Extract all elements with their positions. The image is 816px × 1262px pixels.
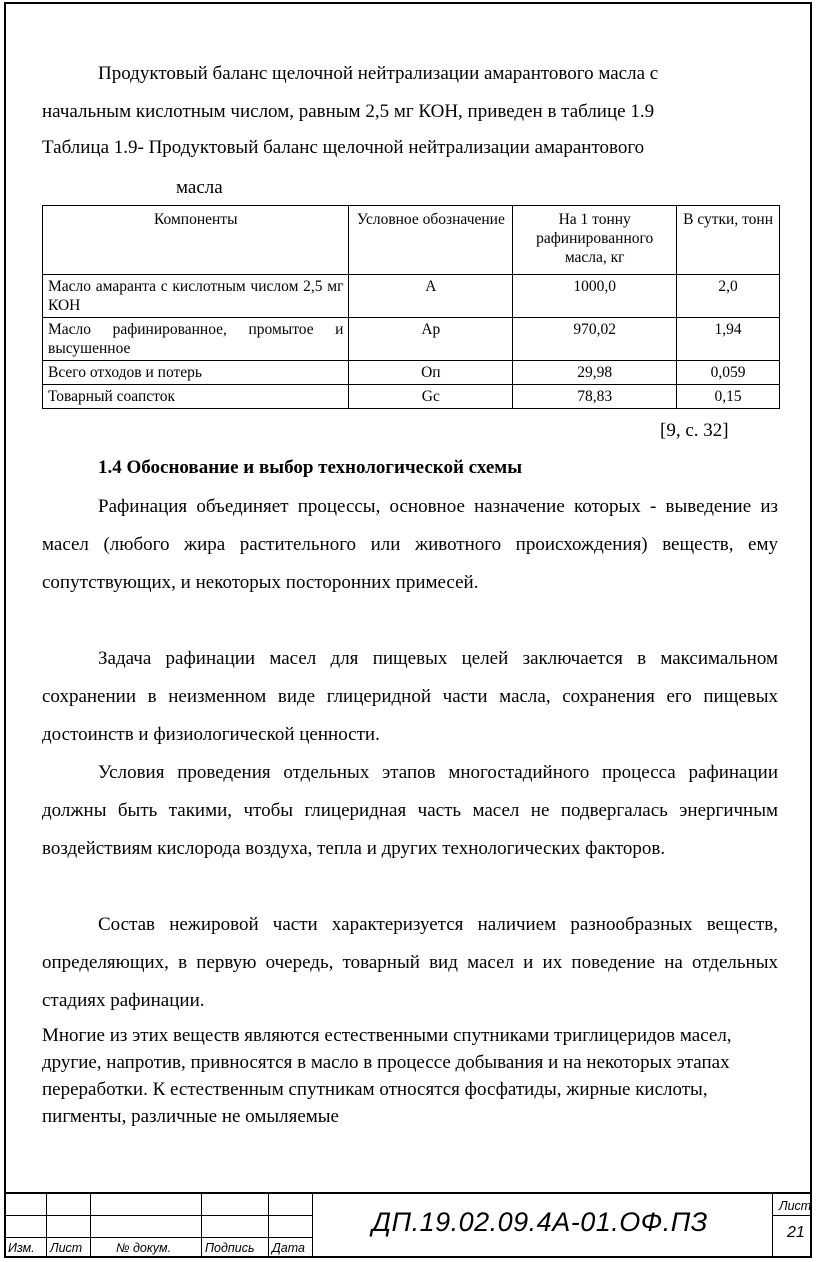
cell-per-ton: 970,02	[513, 318, 677, 361]
cell-component: Товарный соапсток	[43, 385, 349, 409]
table-caption-line-2: масла	[176, 177, 223, 198]
body-paragraph: Условия проведения отдельных этапов многостадийного процесса рафинации должны быть такими, чтобы глицеридная часть масел не подвергалась энергичным воздействиям кислорода воздуха, тепла и других технологических факторов.	[42, 762, 778, 859]
product-balance-table	[42, 205, 780, 409]
stamp-label-date: Дата	[272, 1241, 305, 1255]
stamp-divider	[312, 1194, 313, 1258]
section-heading: 1.4 Обоснование и выбор технологической схемы	[98, 457, 523, 478]
cell-per-ton: 29,98	[513, 361, 677, 385]
stamp-label-signature: Подпись	[205, 1241, 255, 1255]
final-paragraph: Многие из этих веществ являются естественными спутниками триглицеридов масел, другие, напротив, привносятся в масло в процессе добывания и на некоторых этапах переработки. К естественным спутникам относятся фосфатиды, жирные кислоты, пигменты, различные не омыляемые	[42, 1025, 732, 1127]
header-components: Компоненты	[43, 206, 349, 275]
table-header-row	[43, 206, 780, 275]
cell-component: Всего отходов и потерь	[43, 361, 349, 385]
title-block	[4, 1192, 812, 1258]
table-caption	[42, 128, 782, 208]
intro-paragraph	[42, 55, 778, 131]
intro-line-1: Продуктовый баланс щелочной нейтрализации амарантового масла с	[98, 63, 659, 84]
cell-symbol: А	[349, 275, 513, 318]
stamp-divider	[268, 1194, 269, 1258]
stamp-label-change: Изм.	[8, 1241, 35, 1255]
source-reference: [9, с. 32]	[660, 420, 729, 441]
cell-symbol: Ар	[349, 318, 513, 361]
table-row	[43, 318, 780, 361]
cell-per-day: 2,0	[677, 275, 780, 318]
cell-symbol: Оп	[349, 361, 513, 385]
cell-per-day: 1,94	[677, 318, 780, 361]
table-row	[43, 361, 780, 385]
stamp-divider	[201, 1194, 202, 1258]
sheet-label: Лист	[779, 1199, 812, 1213]
cell-component: Масло рафинированное, промытое и высушенное	[43, 318, 349, 361]
cell-per-day: 0,15	[677, 385, 780, 409]
stamp-row-line	[4, 1215, 312, 1216]
stamp-label-sheet: Лист	[50, 1241, 83, 1255]
intro-line-2: начальным кислотным числом, равным 2,5 мг КОН, приведен в таблице 1.9	[42, 101, 655, 122]
cell-component: Масло амаранта с кислотным числом 2,5 мг КОН	[43, 275, 349, 318]
sheet-number: 21	[787, 1224, 805, 1241]
header-symbol: Условное обозначение	[349, 206, 513, 275]
stamp-label-doc-number: № докум.	[116, 1241, 172, 1255]
body-paragraph: Задача рафинации масел для пищевых целей заключается в максимальном сохранении в неизменном виде глицеридной части масла, сохранения его пищевых достоинств и физиологической ценности.	[42, 648, 778, 745]
cell-per-day: 0,059	[677, 361, 780, 385]
cell-per-ton: 1000,0	[513, 275, 677, 318]
header-per-day: В сутки, тонн	[677, 206, 780, 275]
stamp-divider	[46, 1194, 47, 1258]
header-per-ton: На 1 тонну рафинированного масла, кг	[513, 206, 677, 275]
stamp-divider	[772, 1194, 773, 1258]
stamp-row-line	[4, 1237, 312, 1238]
body-paragraph: Состав нежировой части характеризуется наличием разнообразных веществ, определяющих, в первую очередь, товарный вид масел и их поведение на отдельных стадиях рафинации.	[42, 914, 778, 1011]
cell-symbol: Gс	[349, 385, 513, 409]
cell-per-ton: 78,83	[513, 385, 677, 409]
stamp-divider	[90, 1194, 91, 1258]
body-paragraph: Рафинация объединяет процессы, основное назначение которых - выведение из масел (любого жира растительного или животного происхождения) веществ, ему сопутствующих, и некоторых посторонних примесей.	[42, 496, 778, 593]
table-row	[43, 385, 780, 409]
stamp-row-line	[772, 1215, 812, 1216]
table-row	[43, 275, 780, 318]
document-code: ДП.19.02.09.4А-01.ОФ.ПЗ	[372, 1207, 708, 1237]
table-caption-line-1: Таблица 1.9- Продуктовый баланс щелочной нейтрализации амарантового	[42, 137, 645, 158]
